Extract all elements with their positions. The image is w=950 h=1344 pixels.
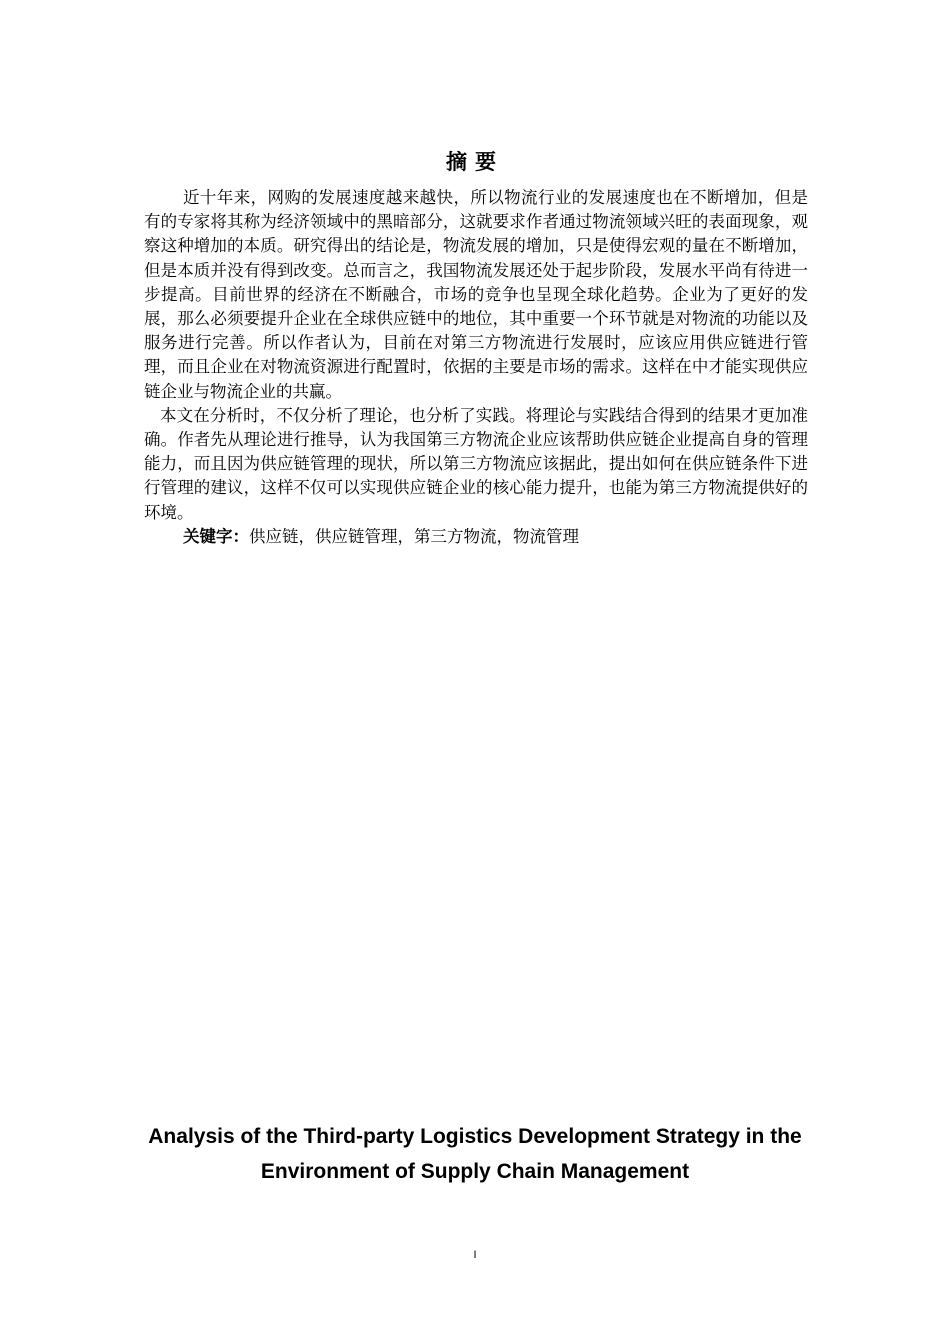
abstract-paragraph-1: 近十年来，网购的发展速度越来越快，所以物流行业的发展速度也在不断增加，但是有的专家将其称为经济领域中的黑暗部分，这就要求作者通过物流领域兴旺的表面现象，观察这种增加的本质。研究得出的结论是，物流发展的增加，只是使得宏观的量在不断增加，但是本质并没有得到改变。总而言之，我国物流发展还处于起步阶段，发展水平尚有待进一步提高。目前世界的经济在不断融合，市场的竞争也呈现全球化趋势。企业为了更好的发展，那么必须要提升企业在全球供应链中的地位，其中重要一个环节就是对物流的功能以及服务进行完善。所以作者认为，目前在对第三方物流进行发展时，应该应用供应链进行管理，而且企业在对物流资源进行配置时，依据的主要是市场的需求。这样在中才能实现供应链企业与物流企业的共赢。	[144, 188, 808, 401]
keywords-value: 供应链，供应链管理，第三方物流，物流管理	[249, 526, 579, 546]
page-number: I	[473, 1249, 477, 1261]
abstract-paragraph-2: 本文在分析时，不仅分析了理论，也分析了实践。将理论与实践结合得到的结果才更加准确。作者先从理论进行推导，认为我国第三方物流企业应该帮助供应链企业提高自身的管理能力，而且因为供应链管理的现状，所以第三方物流应该据此，提出如何在供应链条件下进行管理的建议，这样不仅可以实现供应链企业的核心能力提升，也能为第三方物流提供好的环境。	[144, 405, 808, 522]
english-title-line-1: Analysis of the Third-party Logistics Development Strategy in the	[148, 1125, 802, 1148]
keywords-line	[144, 525, 808, 549]
english-title-line-2: Environment of Supply Chain Management	[260, 1160, 690, 1183]
abstract-body	[144, 186, 808, 549]
english-title	[100, 1119, 850, 1189]
keywords-label: 关键字：	[183, 526, 249, 546]
abstract-title: 摘要	[446, 149, 504, 174]
